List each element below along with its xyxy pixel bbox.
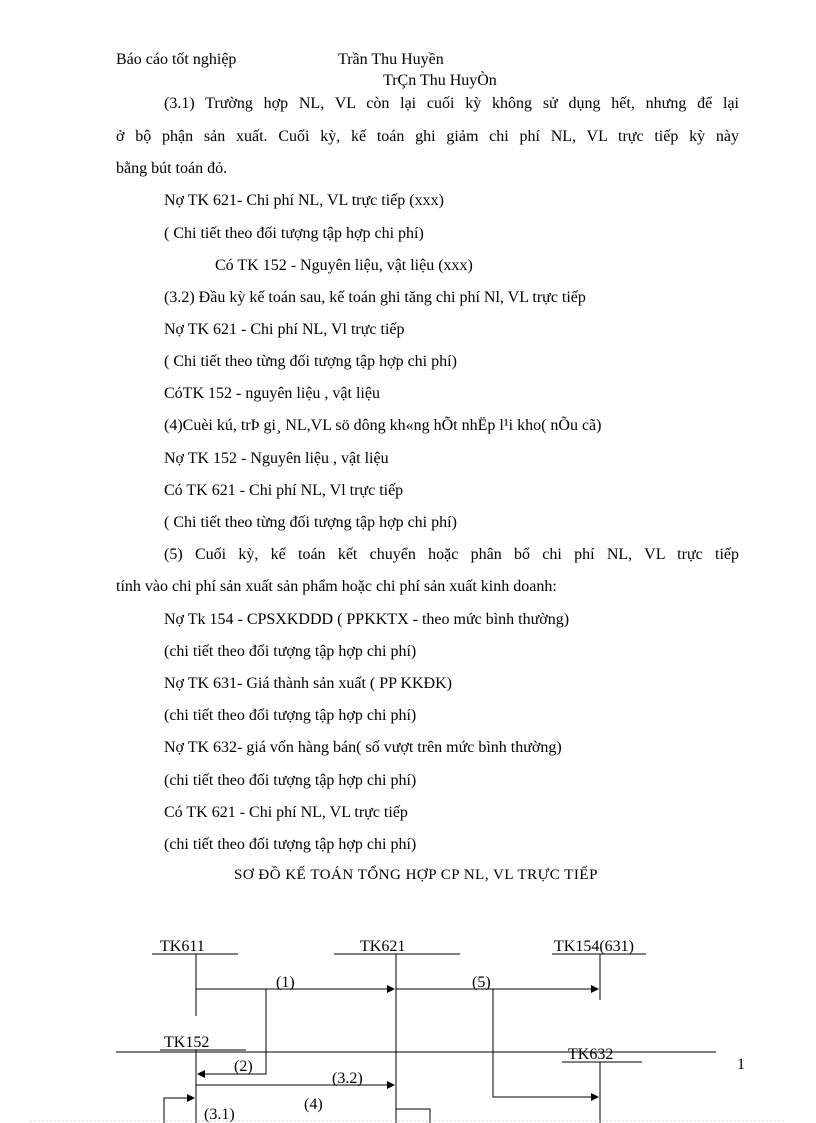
entry-debit-621: Nợ TK 621- Chi phí NL, VL trực tiếp (xxx) — [164, 192, 444, 209]
header-author: Trần Thu Huyền — [338, 51, 444, 68]
entry-debit-152: Nợ TK 152 - Nguyên liệu , vật liệu — [164, 450, 389, 467]
entry-debit-631: Nợ TK 631- Giá thành sản xuất ( PP KKĐK) — [164, 675, 452, 692]
label-tk611: TK611 — [160, 938, 205, 955]
paragraph-5-line-2: tính vào chi phí sản xuất sản phẩm hoặc chi phí sản xuất kinh doanh: — [116, 578, 557, 595]
label-flow-5: (5) — [472, 974, 491, 991]
label-tk152: TK152 — [164, 1034, 210, 1051]
diagram-title: SƠ ĐỒ KẾ TOÁN TỔNG HỢP CP NL, VL TRỰC TIẾP — [234, 867, 598, 883]
paragraph-4: (4)Cuèi kú, trÞ gi¸ NL,VL sö dông kh«ng hÕt nhËp l¹i kho( nÕu cã) — [164, 417, 602, 434]
entry-detail-note-g: (chi tiết theo đối tượng tập hợp chi phí) — [164, 836, 417, 853]
paragraph-5-line-1: (5) Cuối kỳ, kế toán kết chuyển hoặc phân bổ chi phí NL, VL trực tiếp — [164, 546, 739, 563]
entry-detail-note-d: (chi tiết theo đối tượng tập hợp chi phí) — [164, 643, 417, 660]
entry-credit-621: Có TK 621 - Chi phí NL, Vl trực tiếp — [164, 482, 404, 499]
header-report-title: Báo cáo tốt nghiệp — [116, 51, 237, 68]
paragraph-3-1-line-1: (3.1) Trường hợp NL, VL còn lại cuối kỳ không sử dụng hết, nhưng để lại — [164, 95, 739, 112]
flow-4-line — [396, 1109, 430, 1123]
page-number: 1 — [737, 1056, 745, 1073]
entry-detail-note-c: ( Chi tiết theo từng đối tượng tập hợp chi phí) — [164, 514, 457, 531]
entry-debit-621-b: Nợ TK 621 - Chi phí NL, Vl trực tiếp — [164, 321, 405, 338]
label-tk621: TK621 — [360, 938, 406, 955]
flow-3-1-arrow — [164, 1098, 194, 1123]
entry-credit-621-b: Có TK 621 - Chi phí NL, VL trực tiếp — [164, 804, 408, 821]
flow-2-arrow — [198, 989, 266, 1074]
entry-detail-note: ( Chi tiết theo đối tượng tập hợp chi phí) — [164, 225, 424, 242]
entry-detail-note-f: (chi tiết theo đối tượng tập hợp chi phí) — [164, 772, 417, 789]
label-flow-3-1: (3.1) — [204, 1106, 235, 1123]
entry-debit-154: Nợ Tk 154 - CPSXKDDD ( PPKKTX - theo mức bình thường) — [164, 611, 570, 628]
flow-5-branch-arrow — [493, 989, 598, 1097]
paragraph-3-2: (3.2) Đầu kỳ kế toán sau, kế toán ghi tăng chi phí Nl, VL trực tiếp — [164, 289, 586, 306]
label-tk632: TK632 — [568, 1046, 614, 1063]
entry-detail-note-e: (chi tiết theo đối tượng tập hợp chi phí) — [164, 707, 417, 724]
label-flow-4: (4) — [304, 1096, 323, 1113]
paragraph-3-1-line-3: bằng bút toán đỏ. — [116, 160, 228, 177]
label-flow-3-2: (3.2) — [332, 1070, 363, 1087]
entry-credit-152-b: CóTK 152 - nguyên liệu , vật liệu — [164, 385, 380, 402]
label-flow-1: (1) — [276, 974, 295, 991]
header-author-legacy: TrÇn Thu HuyÒn — [383, 72, 497, 89]
entry-debit-632: Nợ TK 632- giá vốn hàng bán( số vượt trên mức bình thường) — [164, 739, 562, 756]
label-flow-2: (2) — [234, 1058, 253, 1075]
paragraph-3-1-line-2: ở bộ phận sản xuất. Cuối kỳ, kế toán ghi giảm chi phí NL, VL trực tiếp kỳ này — [116, 128, 739, 145]
entry-detail-note-b: ( Chi tiết theo từng đối tượng tập hợp chi phí) — [164, 353, 457, 370]
label-tk154: TK154(631) — [554, 938, 634, 955]
entry-credit-152: Có TK 152 - Nguyên liệu, vật liệu (xxx) — [215, 257, 473, 274]
